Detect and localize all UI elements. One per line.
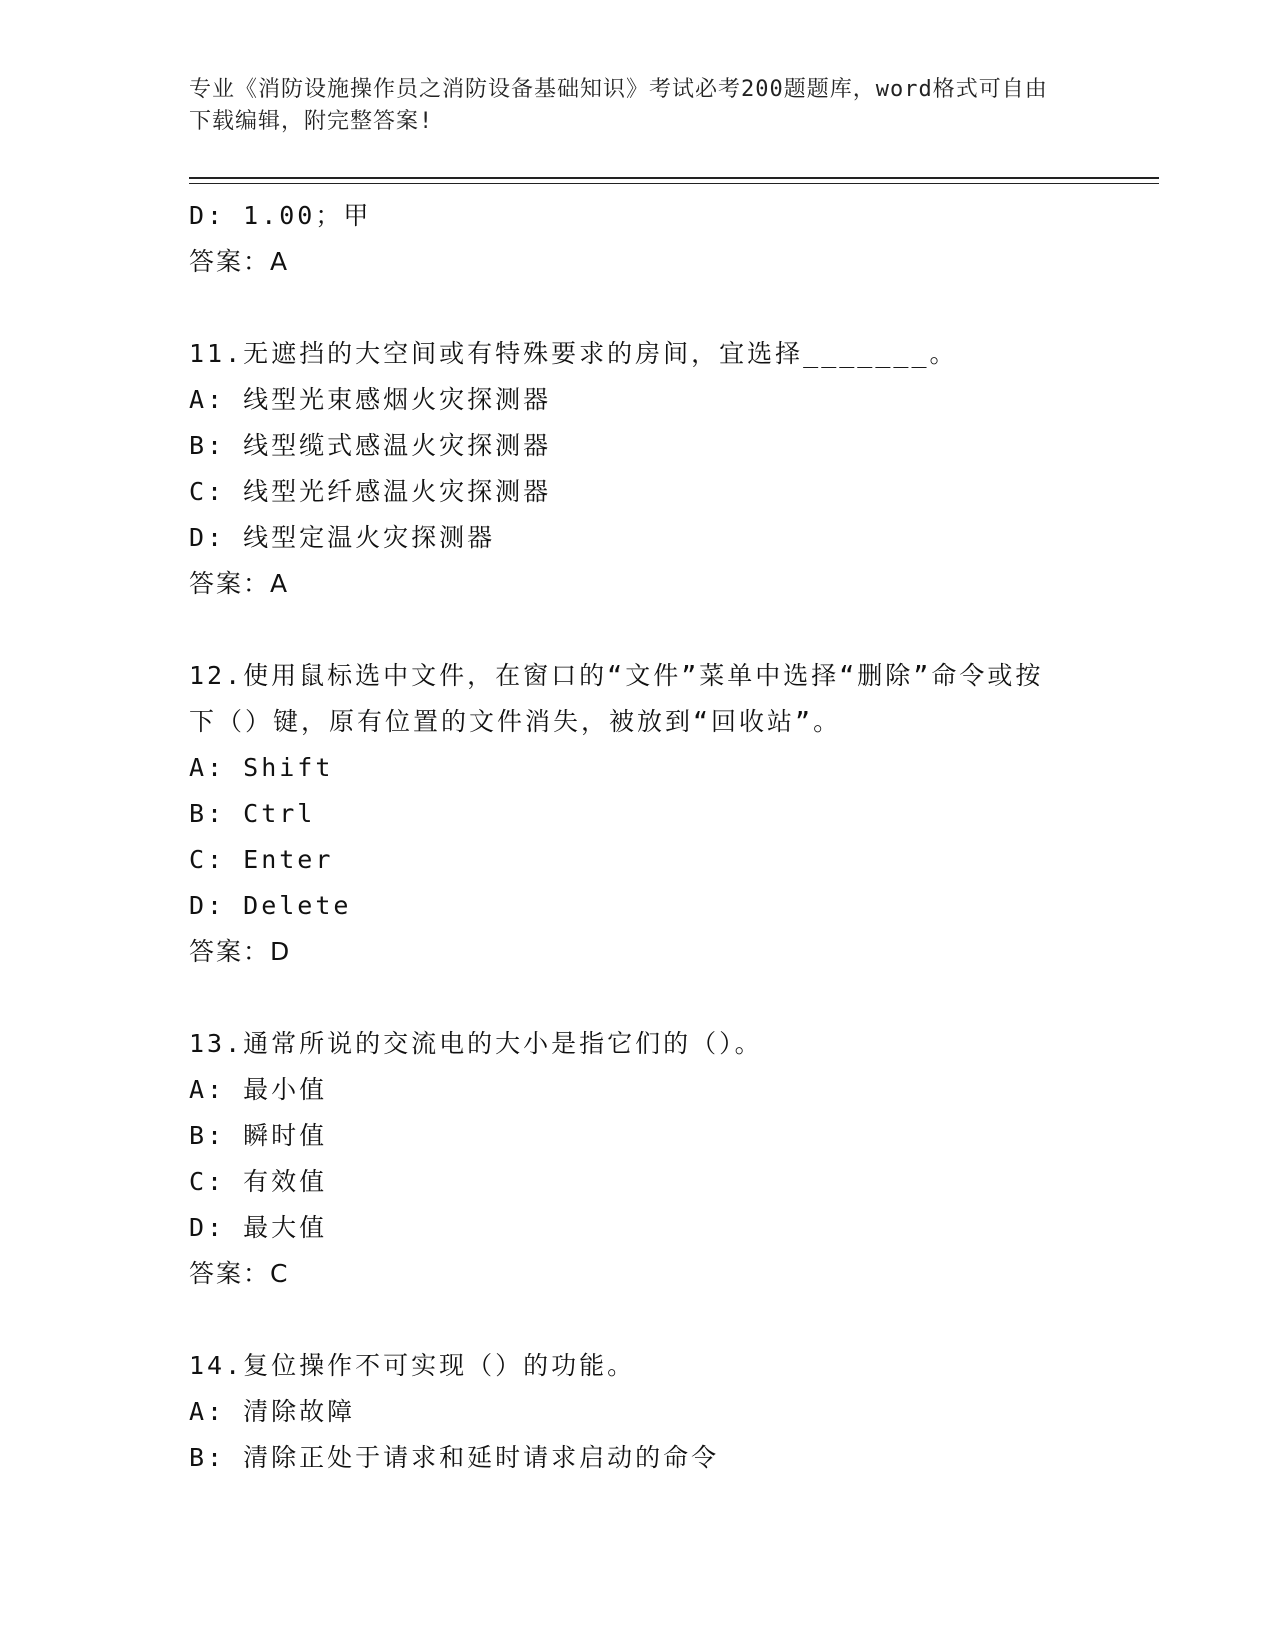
question-stem: 13.通常所说的交流电的大小是指它们的（）。 [189,1029,763,1058]
question-stem: 11.无遮挡的大空间或有特殊要求的房间，宜选择_______。 [189,339,958,368]
answer: 答案：A [189,247,290,276]
header-divider-thick [189,177,1159,179]
answer: 答案：D [189,937,292,966]
answer: 答案：C [189,1259,290,1288]
option-c: C: 有效值 [189,1167,328,1196]
question-13 [189,1021,1089,1297]
question-stem: 14.复位操作不可实现（）的功能。 [189,1351,636,1380]
option-b: B: 瞬时值 [189,1121,328,1150]
option-c: C: Enter [189,845,334,874]
option-a: A: Shift [189,753,334,782]
option-c: C: 线型光纤感温火灾探测器 [189,477,552,506]
header-divider-thin [189,183,1159,184]
answer: 答案：A [189,569,290,598]
question-12 [189,653,1089,975]
option-a: A: 线型光束感烟火灾探测器 [189,385,552,414]
question-list [189,193,1089,1481]
option-b: B: Ctrl [189,799,316,828]
option-a: A: 最小值 [189,1075,328,1104]
option-d: D: Delete [189,891,352,920]
option-d: D: 1.00；甲 [189,201,372,230]
document-header: 专业《消防设施操作员之消防设备基础知识》考试必考200题题库，word格式可自由下载编辑，附完整答案! [189,77,1048,134]
option-a: A: 清除故障 [189,1397,356,1426]
option-b: B: 清除正处于请求和延时请求启动的命令 [189,1443,720,1472]
question-stem: 12.使用鼠标选中文件，在窗口的“文件”菜单中选择“删除”命令或按下（）键，原有位置的文件消失，被放到“回收站”。 [189,661,1044,736]
option-d: D: 最大值 [189,1213,328,1242]
question-11 [189,331,1089,607]
option-d: D: 线型定温火灾探测器 [189,523,496,552]
option-b: B: 线型缆式感温火灾探测器 [189,431,552,460]
question-14 [189,1343,1089,1481]
